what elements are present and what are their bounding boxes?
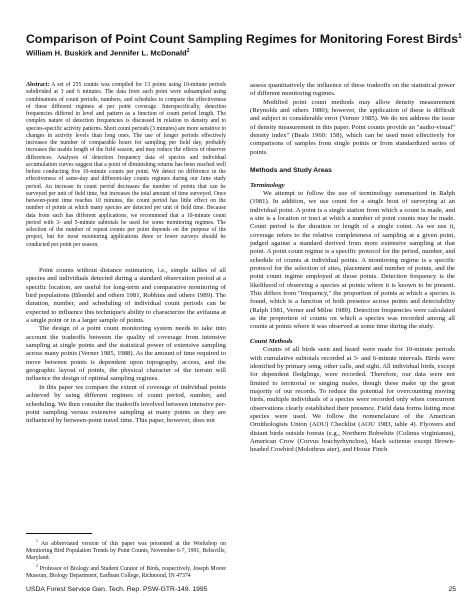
footnote-2-mark: 2	[36, 562, 38, 568]
density-paragraph: Modified point count methods may allow density measurement (Reynolds and others 1980); however, the application of these is difficult and subject to considerable error (Verner 1985). We do not address the issue of density measurement in this paper. Point counts provide an "audio-visual" density index" (Beals 1960: 158), which can be used most effectively for comparisons of samples from single points or from standardized series of points.	[250, 98, 455, 156]
footnote-1	[26, 537, 226, 562]
abstract-text: A set of 255 counts was compiled for 13 points using 10-minute periods subdivided at 3 and 6 minutes. The data from each point were subsampled using combinations of count periods, numbers, and schedules to compare the effectiveness of these different regimes at per point coverage. Interspecifically, detection frequencies differed in level and pattern as a function of count period length. The complex nature of detection frequencies is discussed in relation to density and to species-specific activity patterns. Short count periods (3 minutes) are more sensitive to changes in activity levels than long ones. The use of longer periods effectively increases the number of comparable hours for sampling per field day, probably increases the usable length of the field season, and may reduce the effects of observer differences. Analyses of detection frequency data of species and individual accumulation curves suggest that a point of diminishing returns has been reached well before conducting five 10-minute counts per point. We detect no difference in the effectiveness of same-day and different-day counts regimes during our June study period. An increase in count period decreases the number of points that can be surveyed per unit of field time, but increases the total amount of time surveyed. Once between-point time reaches 10 minutes, the count period has little effect on the number of points at which many species are detected per unit of field time. Because data from each has different applications, we recommend that a 10-minute count period with 3- and 5-minute subtotals be used for some monitoring regimes. The selection of the number of repeat counts per point depends on the purpose of the project, but for most monitoring applications three or fewer surveys should be conducted per point per season.	[26, 82, 226, 248]
count-methods-paragraph: Counts of all birds seen and heard were made for 10-minute periods with cumulative subtotals recorded at 3- and 6-minute intervals. Birds were identified by primary song, other calls, and sight. All individual birds, except for dependent fledglings, were recorded. Therefore, our data were not limited to territorial or singing males, though these make up the great majority of our records. To reduce the potential for overcounting moving birds, multiple individuals of a species were recorded only when concurrent observations clearly established their presence. Field data forms listing most species were used. We follow the nomenclature of the American Ornithologists Union (AOU) Checklist (AOU 1983, table 4). Flyovers and distant birds outside forests (e.g., Northern Bobwhite (Colinus virginianus), American Crow (Corvus brachyrhynchos), black scitenue except Brown-headed Cowbird (Molothrus ater), and House Finch	[250, 346, 455, 454]
title-text: Comparison of Point Count Sampling Regimes for Monitoring Forest Birds	[26, 32, 458, 47]
authors-footnote-mark: 2	[186, 48, 190, 54]
abstract-label: Abstract:	[26, 82, 50, 88]
intro-paragraph-3: In this paper we compare the extent of coverage of individual points achieved by using different regimes of count period, number, and scheduling. We then consider the tradeoffs involved between intensive per-point sampling versus extensive sampling at many points as they are influenced by between-point travel time. This paper, however, does not	[26, 383, 226, 425]
count-methods-subheading: Count Methods	[250, 337, 293, 345]
paper-title	[26, 30, 462, 47]
right-intro-paragraph: assess quantitatively the influence of these tradeoffs on the statistical power of different monitoring regimes.	[250, 82, 455, 98]
abstract	[26, 82, 226, 249]
author-line	[26, 47, 426, 58]
footnote-1-mark: 1	[36, 538, 38, 543]
publication-citation: USDA Forest Service Gen. Tech. Rep. PSW-GTR-149. 1995	[26, 586, 208, 593]
footnote-2	[26, 562, 226, 580]
footnote-1-text: An abbreviated version of this paper was presented at the Workshop on Monitoring Bird Population Trends by Point Counts, November 6-7, 1991, Beltsville, Maryland.	[26, 540, 226, 561]
page-number: 25	[448, 586, 456, 593]
right-column-body	[250, 82, 455, 455]
title-footnote-mark: 1	[457, 33, 462, 40]
intro-paragraph-1: Point counts without distance estimation, i.e., simple tallies of all species and individuals detected during a standard observation period at a specific location, are useful for long-term and comparative monitoring of bird populations (Blondel and others 1981, Robbins and others 1989). The duration, number, and scheduling of individual count periods can be expected to influence this technique's ability to characterize the avifauna at a single point or in a larger sample of points.	[26, 267, 226, 325]
footnote-rule	[26, 533, 92, 534]
footnotes	[26, 537, 226, 580]
footnote-2-text: Professor of Biology and Student Curator of Birds, respectively, Joseph Moore Museum, Biology Department, Earlham College, Richmond, IN 47374	[26, 565, 227, 579]
intro-paragraph-2: The design of a point count monitoring system needs to take into account the tradeoffs between the quality of coverage from intensive sampling at single points and the statistical power of extensive sampling across many points (Verner 1985, 1988). As the amount of time required to move between points is dependent upon topography, access, and the geographic layout of points, the physical character of the terrain will influence the design of optimal sampling regimes.	[26, 325, 226, 383]
terminology-subheading: Terminology	[250, 181, 285, 189]
left-column-body	[26, 267, 226, 426]
authors-text: William H. Buskirk and Jennifer L. McDonald	[26, 48, 187, 58]
methods-heading: Methods and Study Areas	[250, 167, 332, 175]
terminology-paragraph: We attempt to follow the use of terminology summarized in Ralph (1981). In addition, we use count for a single bout of surveying at an individual point. A point is a single station from which a count is made, and a site is a location or tract at which a number of point counts may be made. Count period is the duration or length of a single count. As we use it, coverage refers to the relative completeness of sampling at a given point, judged against a standard derived from more extensive sampling at that point. A point count regime is a specific protocol for the period, number, and schedule of counts at individual points. A monitoring regime is a specific protocol for the selection of sites, placement and number of points, and the point count regime employed at those points. Detection frequency is the likelihood of observing a species at points where it is known to be present. This differs from "frequency," the proportion of points at which a species is found, which is a function of both presence across points and detectability (Ralph 1981, Verner and Milne 1989). Detection frequencies were calculated as the proportion of counts on which a species was recorded among all counts at points where it was observed at some time during the study.	[250, 189, 455, 331]
